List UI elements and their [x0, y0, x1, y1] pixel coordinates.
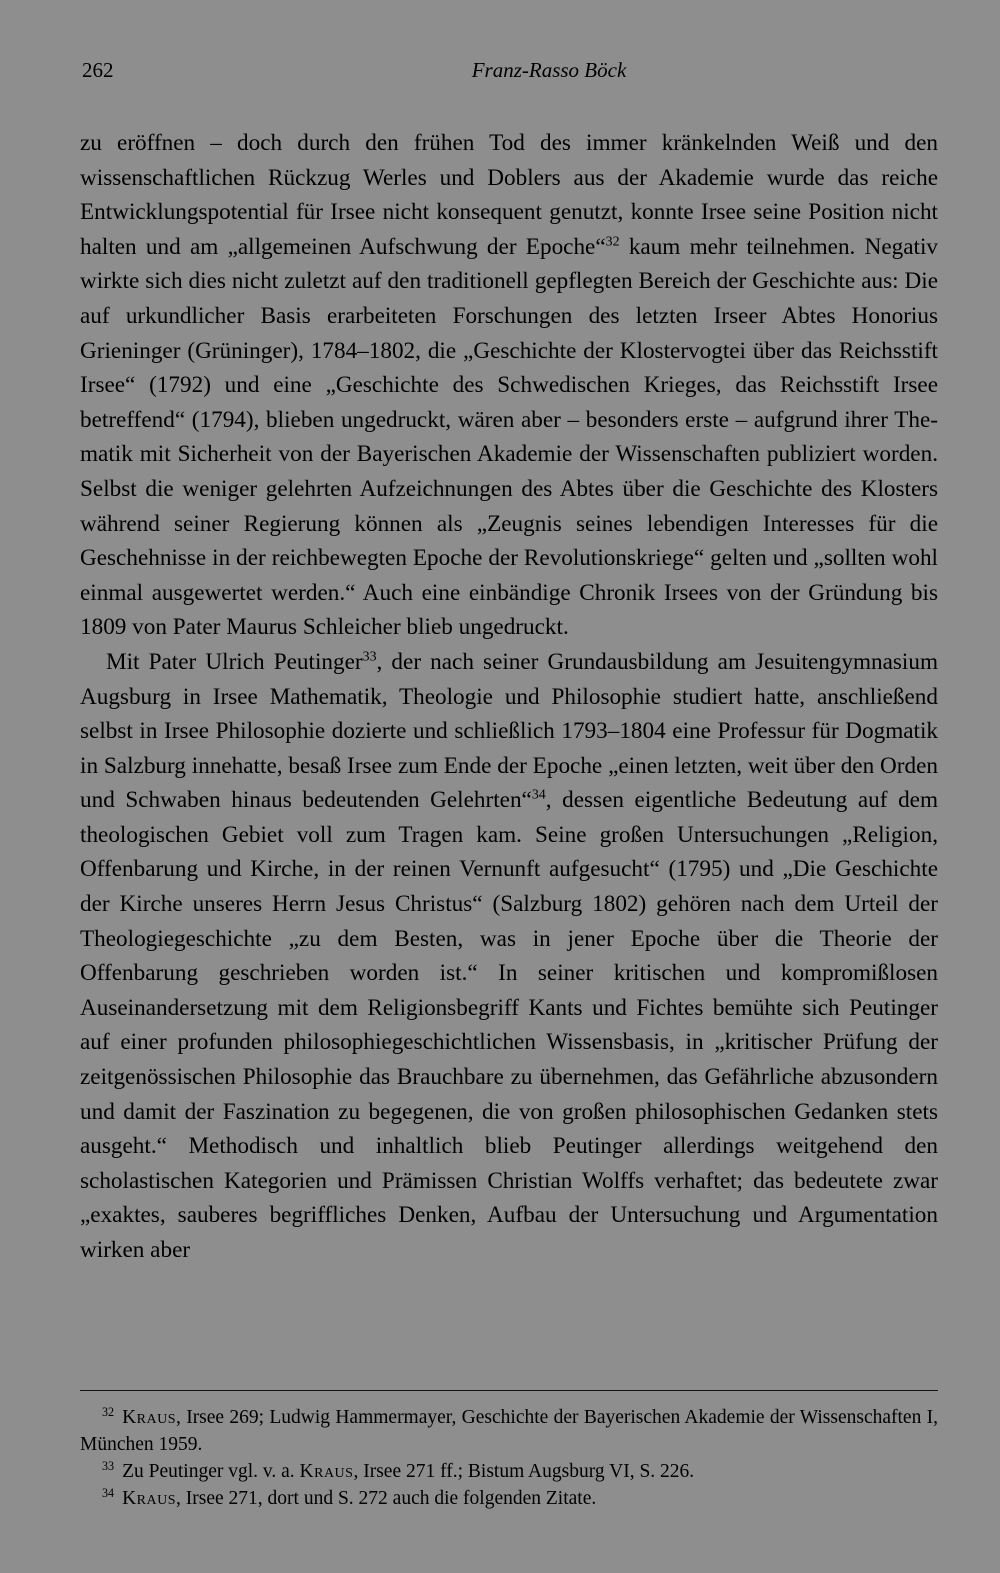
page-number: 262 [82, 58, 114, 82]
footnote-number: 33 [102, 1458, 115, 1473]
paragraph-2 [80, 645, 938, 1268]
footnote-author: Kraus [122, 1407, 177, 1428]
footnote-number: 32 [102, 1404, 115, 1419]
footnotes [80, 1404, 938, 1512]
footnote-ref-33: 33 [362, 649, 377, 665]
footnote-text: , Irsee 271, dort und S. 272 auch die folgenden Zitate. [176, 1488, 597, 1509]
footnote-prefix: Zu Peutinger vgl. v. a. [122, 1461, 300, 1482]
paragraph-1-text-a: zu eröffnen – doch durch den frühen Tod des immer kränkelnden Weiß und den wissenschaftlichen Rückzug Werles und Doblers aus der Akademie wurde das reiche Entwicklungspotential für Irsee nicht konsequent genutzt, konnte Irsee seine Position nicht halten und am „allgemeinen Aufschwung der Epoche“ [80, 130, 938, 260]
footnote-34 [80, 1485, 938, 1512]
footnote-text: , Irsee 269; Ludwig Hammermayer, Geschichte der Bayerischen Akademie der Wissenschaften I, München 1959. [80, 1407, 938, 1455]
running-head: Franz-Rasso Böck [471, 58, 627, 82]
paragraph-1-text-b: kaum mehr teilnehmen. Negativ wirkte sich dies nicht zuletzt auf den traditionell gepflegten Bereich der Geschichte aus: Die auf urkundlicher Basis erarbeiteten Forschungen des letzten Irseer Abtes Honorius Grieninger (Grüninger), 1784–1802, die „Geschichte der Klostervogtei über das Reichsstift Irsee“ (1792) und eine „Geschichte des Schwedischen Krieges, das Reichsstift Irsee betreffend“ (1794), blieben ungedruckt, wären aber – besonders erste – aufgrund ihrer Thematik mit Sicherheit von der Bayerischen Akademie der Wissenschaften publiziert worden. Selbst die weniger gelehrten Aufzeichnungen des Abtes über die Geschichte des Klosters während seiner Regierung können als „Zeugnis seines lebendigen Interesses für die Geschehnisse in der reichbewegten Epoche der Revolutionskriege“ gelten und „sollten wohl einmal ausgewertet werden.“ Auch eine einbändige Chronik Irsees von der Gründung bis 1809 von Pater Maurus Schleicher blieb ungedruckt. [80, 233, 939, 641]
footnote-text: , Irsee 271 ff.; Bistum Augsburg VI, S. 226. [353, 1461, 695, 1482]
footnote-ref-32: 32 [605, 234, 620, 250]
footnote-number: 34 [102, 1485, 115, 1500]
main-text [80, 126, 938, 1268]
footnote-32 [80, 1404, 938, 1458]
footnote-33 [80, 1458, 938, 1485]
footnote-divider [80, 1390, 938, 1391]
paragraph-2-text-b: , der nach seiner Grundausbildung am Jesuitengymnasium Augsburg in Irsee Mathematik, Theologie und Philosophie studiert hatte, anschließend selbst in Irsee Philosophie dozierte und schließlich 1793–1804 eine Professur für Dogmatik in Salzburg innehatte, besaß Irsee zum Ende der Epoche „einen letzten, weit über den Orden und Schwaben hinaus bedeutenden Gelehrten“ [80, 648, 938, 814]
paragraph-2-text-c: , dessen eigentliche Bedeutung auf dem theologischen Gebiet voll zum Tragen kam. Seine großen Untersuchungen „Religion, Offenbarung und Kirche, in der reinen Vernunft aufgesucht“ (1795) und „Die Geschichte der Kirche unseres Herrn Jesus Christus“ (Salzburg 1802) gehören nach dem Urteil der Theologiegeschichte „zu dem Besten, was in jener Epoche über die Theorie der Offenbarung geschrieben worden ist.“ In seiner kritischen und kompromißlosen Auseinandersetzung mit dem Religionsbegriff Kants und Fichtes bemühte sich Peutinger auf einer profunden philosophiegeschichtlichen Wissensbasis, in „kritischer Prüfung der zeitgenössischen Philosophie das Brauchbare zu übernehmen, das Gefährliche abzusondern und damit der Faszination zu begegenen, die von großen philosophischen Gedanken stets ausgeht.“ Methodisch und inhaltlich blieb Peutinger allerdings weitgehend den scholastischen Kategorien und Prämissen Christian Wolffs verhaftet; das bedeutete zwar „exaktes, sauberes begriffliches Denken, Aufbau der Untersuchung und Argumentation wirken aber [80, 787, 938, 1263]
paragraph-1 [80, 126, 938, 645]
footnote-ref-34: 34 [531, 787, 546, 803]
page-header [80, 58, 938, 88]
paragraph-2-text-a: Mit Pater Ulrich Peutinger [106, 648, 363, 675]
footnote-author: Kraus [299, 1461, 354, 1482]
footnote-author: Kraus [122, 1488, 177, 1509]
